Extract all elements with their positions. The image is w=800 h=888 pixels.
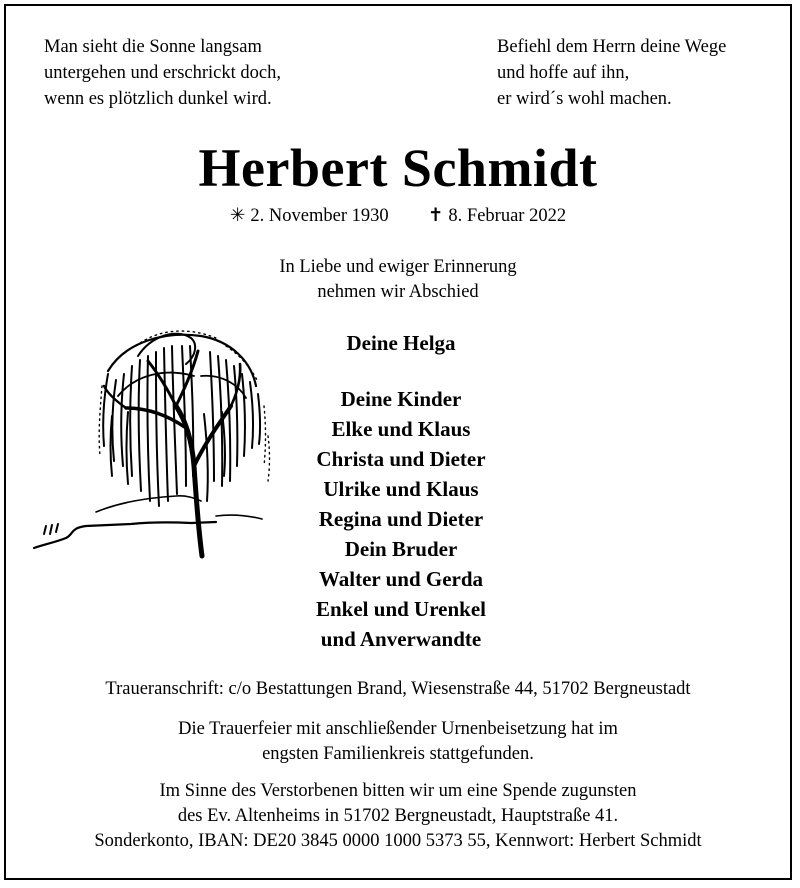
verse-left — [44, 34, 281, 112]
birth-star-icon: ✳ — [229, 206, 246, 226]
verse-right-line: Befiehl dem Herrn deine Wege — [497, 37, 727, 57]
death-cross-icon: ✝ — [427, 206, 444, 226]
deceased-name: Herbert Schmidt — [198, 138, 598, 198]
farewell-intro — [6, 255, 790, 305]
funeral-line: engsten Familienkreis stattgefunden. — [262, 744, 534, 764]
donation-line: des Ev. Altenheims in 51702 Bergneustadt, Hauptstraße 41. — [177, 806, 619, 826]
donation-line: Sonderkonto, IBAN: DE20 3845 0000 1000 5373 55, Kennwort: Herbert Schmidt — [94, 831, 702, 851]
donation-note — [6, 779, 790, 854]
verse-left-line: Man sieht die Sonne langsam — [44, 37, 262, 57]
spouse-name: Deine Helga — [346, 331, 456, 355]
obituary-notice — [4, 4, 792, 880]
intro-line: nehmen wir Abschied — [317, 282, 479, 302]
verse-left-line: untergehen und erschrickt doch, — [44, 63, 281, 83]
verse-right-line: er wird´s wohl machen. — [497, 89, 672, 109]
intro-line: In Liebe und ewiger Erinnerung — [279, 257, 517, 277]
verse-right — [497, 34, 726, 112]
mourner-line: Ulrike und Klaus — [323, 477, 479, 501]
donation-line: Im Sinne des Verstorbenen bitten wir um eine Spende zugunsten — [159, 781, 637, 801]
birth-date: 2. November 1930 — [250, 206, 389, 226]
mourner-line: Walter und Gerda — [318, 567, 484, 591]
mourner-line: Regina und Dieter — [318, 507, 484, 531]
life-dates — [6, 204, 790, 228]
mourner-line: Elke und Klaus — [331, 417, 471, 441]
mourner-line: Christa und Dieter — [316, 447, 486, 471]
mourner-line: Dein Bruder — [344, 537, 458, 561]
mourner-line: Enkel und Urenkel — [316, 597, 486, 621]
funeral-line: Die Trauerfeier mit anschließender Urnenbeisetzung hat im — [178, 719, 618, 739]
mourner-line: Deine Kinder — [340, 387, 462, 411]
mourners-list — [201, 328, 601, 654]
verse-right-line: und hoffe auf ihn, — [497, 63, 630, 83]
verse-left-line: wenn es plötzlich dunkel wird. — [44, 89, 272, 109]
death-date: 8. Februar 2022 — [448, 206, 567, 226]
funeral-note — [6, 717, 790, 767]
mourning-address: Traueranschrift: c/o Bestattungen Brand, Wiesenstraße 44, 51702 Bergneustadt — [105, 679, 691, 699]
mourner-line: und Anverwandte — [320, 627, 482, 651]
